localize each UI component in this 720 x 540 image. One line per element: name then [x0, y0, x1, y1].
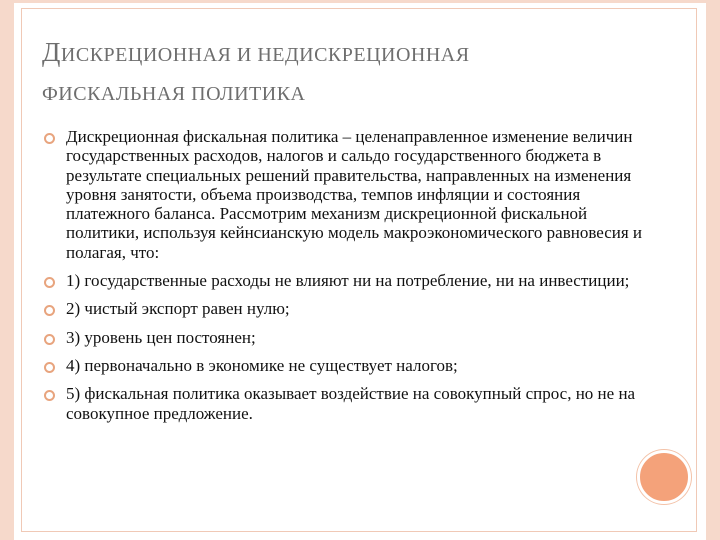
bullet-circle-icon	[44, 133, 55, 144]
bullet-circle-icon	[44, 277, 55, 288]
top-border	[14, 0, 706, 3]
list-item-text: 5) фискальная политика оказывает воздействие на совокупный спрос, но не на совокупное предложение.	[66, 384, 636, 423]
left-border-band	[0, 0, 14, 540]
list-item	[44, 271, 644, 290]
list-item	[44, 299, 644, 318]
list-item	[44, 328, 644, 347]
list-item	[44, 384, 644, 423]
list-item-text: Дискреционная фискальная политика – целенаправленное изменение величин государственных расходов, налогов и сальдо государственного бюджета в результате специальных решений правительства, направленных на изменения уровня занятости, объема производства, темпов инфляции и состояния платежного баланса. Рассмотрим механизм дискреционной фискальной политики, используя кейнсианскую модель макроэкономического равновесия и полагая, что:	[66, 127, 643, 262]
bullet-circle-icon	[44, 334, 55, 345]
bullet-list	[44, 127, 644, 432]
decorative-circle	[637, 450, 691, 504]
bullet-circle-icon	[44, 362, 55, 373]
list-item-text: 2) чистый экспорт равен нулю;	[66, 299, 290, 319]
bullet-circle-icon	[44, 390, 55, 401]
title-line-1	[42, 36, 682, 68]
slide-title	[42, 36, 682, 106]
list-item-text: 3) уровень цен постоянен;	[66, 327, 256, 347]
list-item	[44, 356, 644, 375]
bullet-circle-icon	[44, 305, 55, 316]
right-border-band	[706, 0, 720, 540]
list-item-text: 1) государственные расходы не влияют ни на потребление, ни на инвестиции;	[66, 271, 630, 291]
list-item-text: 4) первоначально в экономике не существует налогов;	[66, 355, 458, 375]
list-item	[44, 127, 644, 262]
title-line-1-text: ИСКРЕЦИОННАЯ И НЕДИСКРЕЦИОННАЯ	[60, 44, 470, 66]
title-initial: Д	[42, 37, 61, 67]
title-line-2: ФИСКАЛЬНАЯ ПОЛИТИКА	[42, 83, 306, 106]
